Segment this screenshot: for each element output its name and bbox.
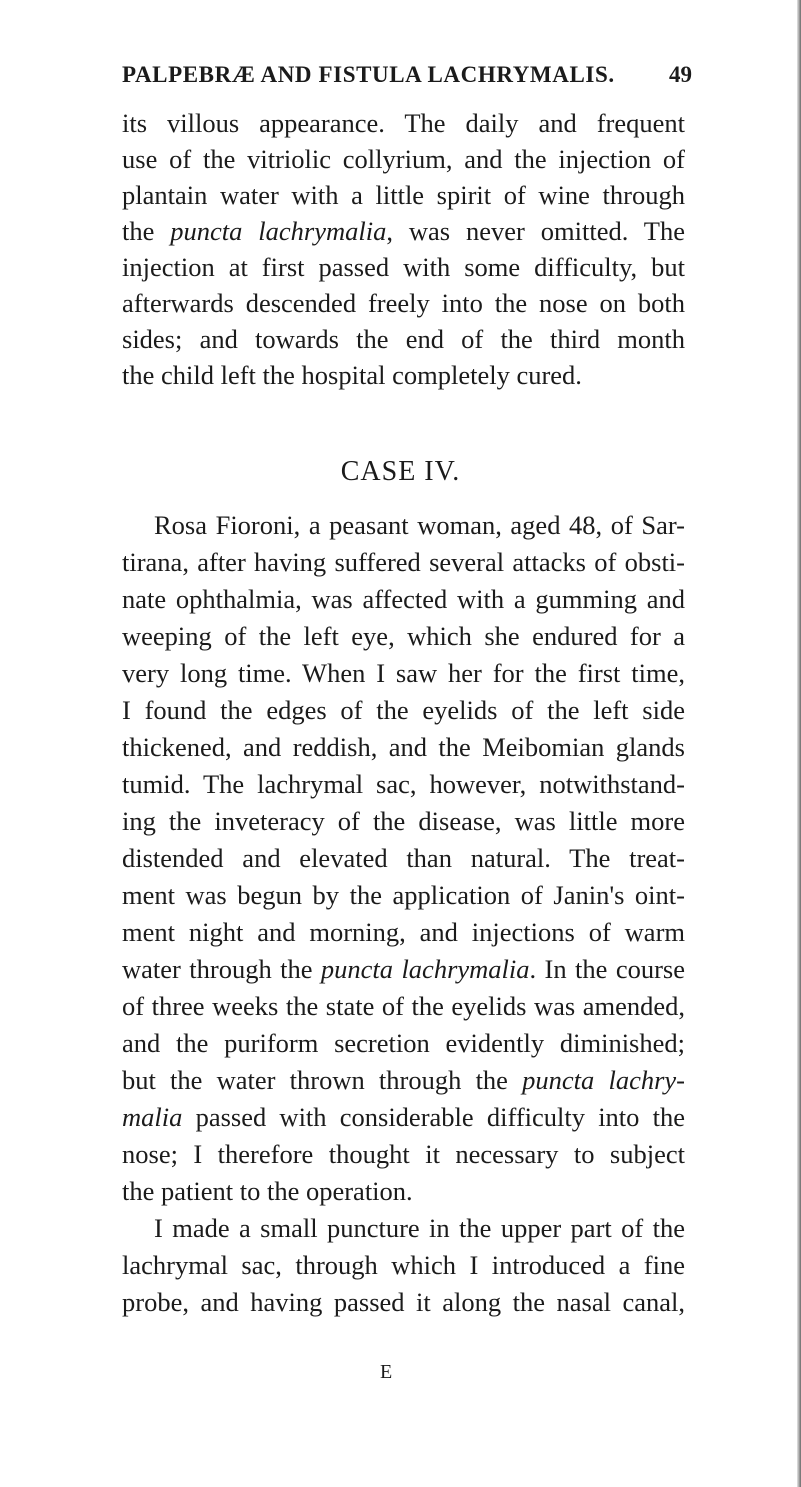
italic-term: puncta lachrymalia [320, 954, 530, 984]
page-number: 49 [669, 62, 692, 87]
text-line [122, 1102, 685, 1140]
text-run: sides; and towards the end of the third month [122, 324, 685, 354]
text-line [122, 1176, 685, 1214]
text-line [122, 1139, 685, 1177]
text-run: very long time. When I saw her for the first time, [122, 658, 685, 688]
text-line [122, 917, 685, 955]
text-run: Rosa Fioroni, a peasant woman, aged 48, of Sar- [154, 510, 685, 540]
text-run: weeping of the left eye, which she endured for a [122, 621, 685, 651]
text-run: ment was begun by the application of Janin's oint- [122, 880, 685, 910]
text-line [122, 1028, 685, 1066]
text-line [122, 1287, 685, 1325]
text-run: nose; I therefore thought it necessary to subject [122, 1139, 685, 1169]
text-run: distended and elevated than natural. The treat- [122, 843, 685, 873]
section-heading: CASE IV. [340, 456, 461, 487]
text-run: ment night and morning, and injections of warm [122, 917, 685, 947]
text-line [122, 806, 685, 844]
text-run: ing the inveteracy of the disease, was little more [122, 806, 685, 836]
signature-mark: E [380, 1361, 393, 1383]
text-line [122, 324, 685, 362]
running-head [122, 62, 692, 98]
italic-term: malia [122, 1102, 183, 1132]
text-run: I made a small puncture in the upper part of the [154, 1213, 685, 1243]
text-line [122, 1065, 685, 1103]
text-run: water through the [122, 954, 321, 984]
italic-term: puncta lachry- [522, 1065, 685, 1095]
text-run: afterwards descended freely into the nose on both [122, 288, 685, 318]
text-run: the patient to the operation. [122, 1176, 413, 1206]
text-run: passed with considerable difficulty into the [182, 1102, 685, 1132]
text-run: lachrymal sac, through which I introduced a fine [122, 1250, 685, 1280]
text-line [122, 695, 685, 733]
text-run: thickened, and reddish, and the Meibomian glands [122, 732, 685, 762]
text-run: nate ophthalmia, was affected with a gumming and [122, 584, 685, 614]
text-line [122, 547, 685, 585]
text-line [122, 1250, 685, 1288]
text-line [122, 769, 685, 807]
text-run: of three weeks the state of the eyelids was amended, [122, 991, 685, 1021]
italic-term: puncta lachrymalia [170, 216, 387, 246]
text-line [122, 216, 685, 254]
text-run: its villous appearance. The daily and frequent [122, 108, 685, 138]
text-line [154, 510, 685, 548]
text-run: and the puriform secretion evidently diminished; [122, 1028, 685, 1058]
text-line [122, 732, 685, 770]
text-run: I found the edges of the eyelids of the left side [122, 695, 685, 725]
text-run: . In the course [529, 954, 685, 984]
text-run: tirana, after having suffered several attacks of obsti- [122, 547, 685, 577]
text-line [122, 252, 685, 290]
text-line [122, 144, 685, 182]
text-line [154, 1213, 685, 1251]
text-run: probe, and having passed it along the nasal canal, [122, 1287, 685, 1317]
text-run: but the water thrown through the [122, 1065, 523, 1095]
text-run: use of the vitriolic collyrium, and the injection of [122, 144, 685, 174]
text-line [122, 658, 685, 696]
text-run: tumid. The lachrymal sac, however, notwithstand- [122, 769, 685, 799]
text-line [122, 108, 685, 146]
text-line [122, 360, 685, 398]
text-line [122, 584, 685, 622]
running-title: PALPEBRÆ AND FISTULA LACHRYMALIS. [122, 62, 615, 87]
text-line [122, 991, 685, 1029]
text-run: the [122, 216, 171, 246]
text-line [122, 843, 685, 881]
text-run: injection at first passed with some difficulty, but [122, 252, 685, 282]
page-edge [797, 0, 801, 1487]
text-line [122, 180, 685, 218]
text-line [122, 880, 685, 918]
text-run: , was never omitted. The [386, 216, 685, 246]
text-run: the child left the hospital completely cured. [122, 360, 582, 390]
text-run: plantain water with a little spirit of wine through [122, 180, 685, 210]
text-line [122, 954, 685, 992]
text-line [122, 288, 685, 326]
text-line [122, 621, 685, 659]
